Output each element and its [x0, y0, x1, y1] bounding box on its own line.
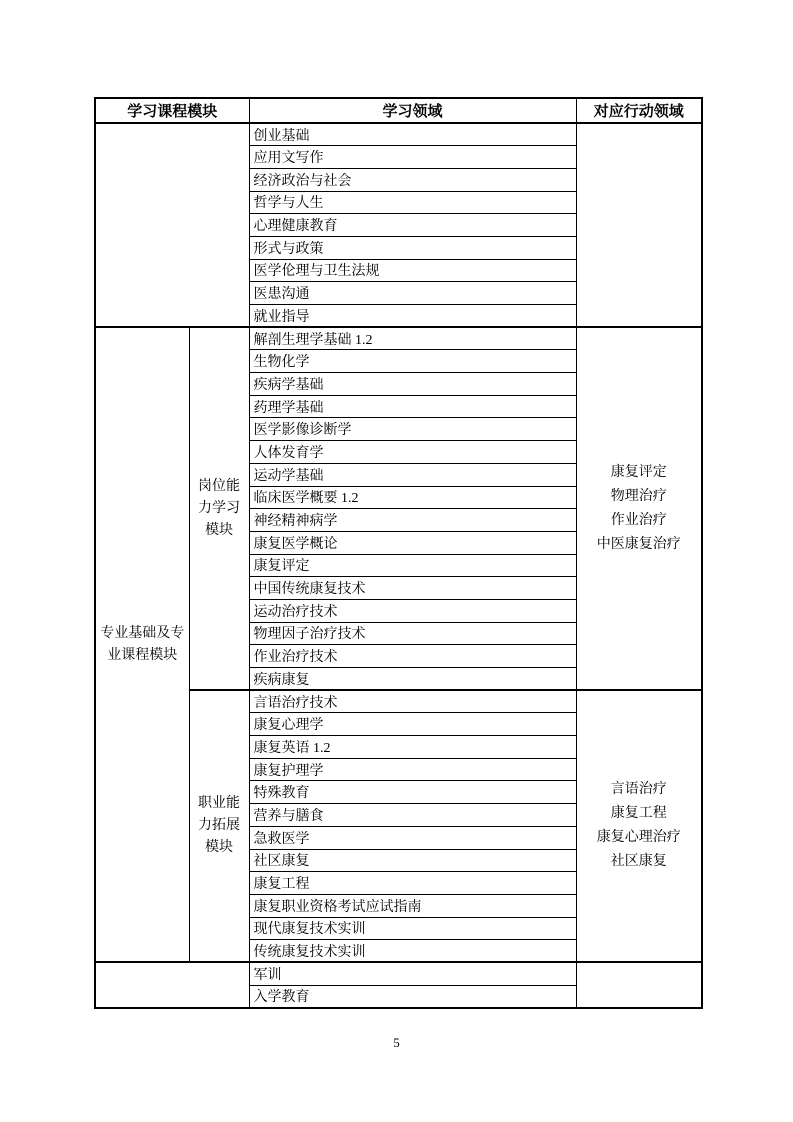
- course-cell: 生物化学: [249, 350, 576, 373]
- course-cell: 急救医学: [249, 826, 576, 849]
- course-cell: 医学伦理与卫生法规: [249, 259, 576, 282]
- course-cell: 中国传统康复技术: [249, 577, 576, 600]
- submodule-cell: 职业能力拓展模块: [189, 690, 249, 962]
- course-cell: 康复医学概论: [249, 531, 576, 554]
- page-number: 5: [393, 1035, 400, 1050]
- course-cell: 神经精神病学: [249, 509, 576, 532]
- course-cell: 医学影像诊断学: [249, 418, 576, 441]
- course-cell: 人体发育学: [249, 441, 576, 464]
- course-cell: 就业指导: [249, 305, 576, 328]
- course-cell: 特殊教育: [249, 781, 576, 804]
- course-cell: 疾病康复: [249, 668, 576, 691]
- course-cell: 康复工程: [249, 872, 576, 895]
- action-domain-line: 康复工程: [610, 806, 667, 822]
- course-cell: 运动治疗技术: [249, 599, 576, 622]
- header-learning-domain: 学习领域: [249, 98, 576, 123]
- course-cell: 解剖生理学基础 1.2: [249, 327, 576, 350]
- course-cell: 康复心理学: [249, 713, 576, 736]
- action-domain-line: 康复心理治疗: [596, 830, 681, 846]
- course-cell: 言语治疗技术: [249, 690, 576, 713]
- course-cell: 运动学基础: [249, 463, 576, 486]
- course-cell: 营养与膳食: [249, 804, 576, 827]
- course-cell: 康复职业资格考试应试指南: [249, 894, 576, 917]
- table-header-row: [95, 98, 702, 123]
- action-domain-cell: [576, 690, 702, 962]
- action-domain-cell: [576, 327, 702, 690]
- course-cell: 哲学与人生: [249, 191, 576, 214]
- course-cell: 疾病学基础: [249, 373, 576, 396]
- course-cell: 康复护理学: [249, 758, 576, 781]
- action-domain-cell-empty: [576, 962, 702, 1007]
- course-cell: 医患沟通: [249, 282, 576, 305]
- course-cell: 军训: [249, 962, 576, 985]
- course-cell: 创业基础: [249, 123, 576, 146]
- course-cell: 康复英语 1.2: [249, 736, 576, 759]
- action-domain-line: 中医康复治疗: [596, 536, 681, 552]
- course-cell: 临床医学概要 1.2: [249, 486, 576, 509]
- submodule-cell: 岗位能力学习模块: [189, 327, 249, 690]
- action-domain-line: 康复评定: [610, 464, 667, 480]
- table-row: [95, 123, 702, 146]
- curriculum-table: [94, 97, 703, 1009]
- course-cell: 经济政治与社会: [249, 168, 576, 191]
- action-domain-line: 社区康复: [610, 854, 667, 870]
- action-domain-line: 作业治疗: [610, 512, 667, 528]
- course-cell: 应用文写作: [249, 146, 576, 169]
- header-course-module: 学习课程模块: [95, 98, 249, 123]
- table-row: [95, 327, 702, 350]
- action-domain-line: 物理治疗: [610, 488, 667, 504]
- module-cell: 专业基础及专业课程模块: [95, 327, 189, 962]
- course-cell: 心理健康教育: [249, 214, 576, 237]
- course-cell: 传统康复技术实训: [249, 940, 576, 963]
- table-row: [95, 962, 702, 985]
- header-action-domain: 对应行动领域: [576, 98, 702, 123]
- course-cell: 现代康复技术实训: [249, 917, 576, 940]
- module-cell-empty: [95, 962, 249, 1007]
- course-cell: 作业治疗技术: [249, 645, 576, 668]
- course-cell: 形式与政策: [249, 236, 576, 259]
- course-cell: 康复评定: [249, 554, 576, 577]
- action-domain-line: 言语治疗: [610, 782, 667, 798]
- course-cell: 社区康复: [249, 849, 576, 872]
- module-cell-empty: [95, 123, 249, 327]
- course-cell: 入学教育: [249, 985, 576, 1008]
- course-cell: 物理因子治疗技术: [249, 622, 576, 645]
- action-domain-cell-empty: [576, 123, 702, 327]
- course-cell: 药理学基础: [249, 395, 576, 418]
